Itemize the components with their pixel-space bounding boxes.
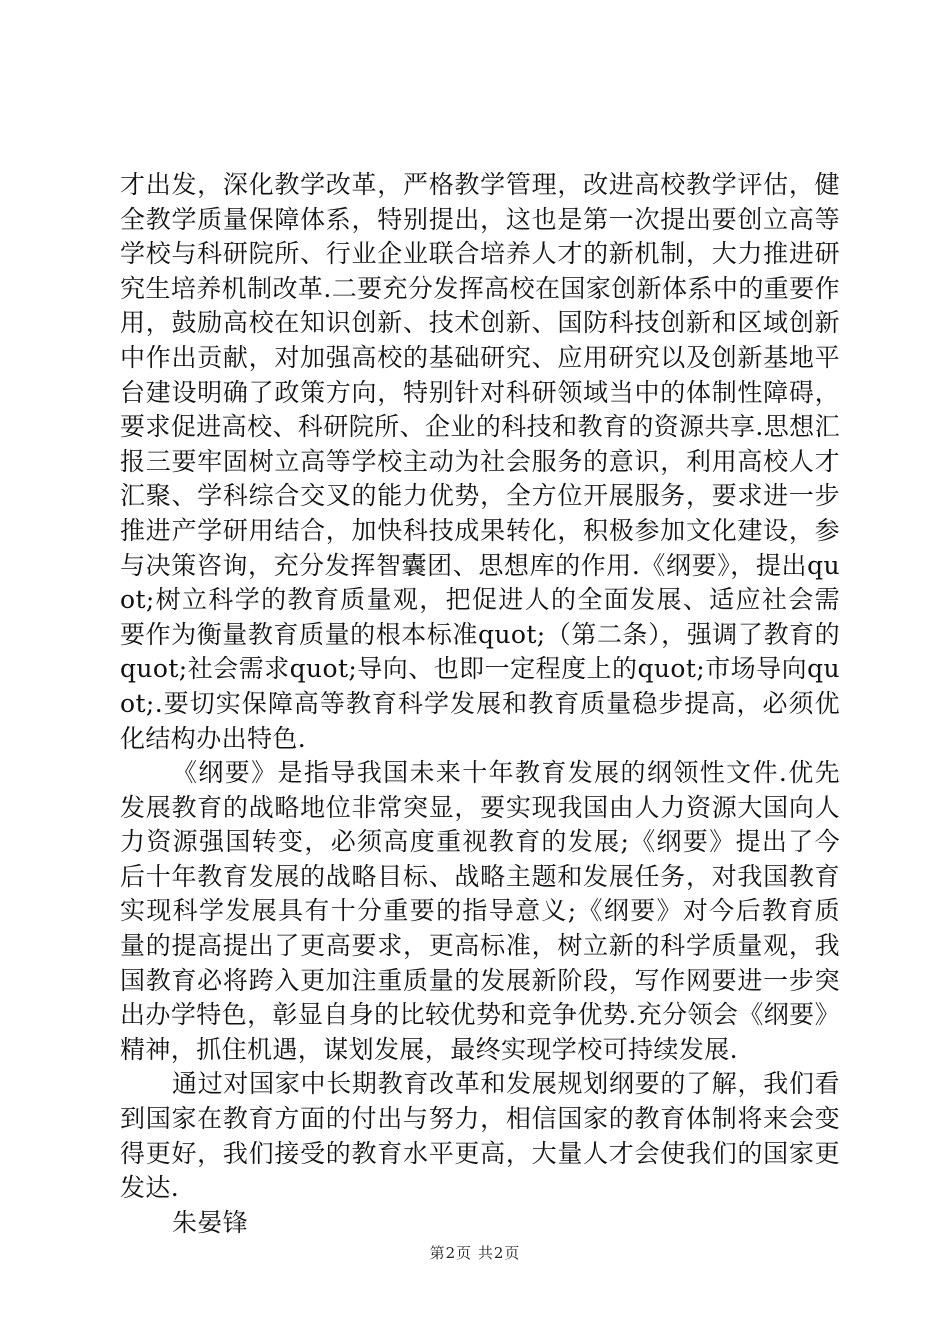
paragraph-outline-significance: 《纲要》是指导我国未来十年教育发展的纲领性文件.优先发展教育的战略地位非常突显，要实现我国由人力资源大国向人力资源强国转变，必须高度重视教育的发展;《纲要》提出了今后十年教育发展的战略目标、战略主题和发展任务，对我国教育实现科学发展具有十分重要的指导意义;《纲要》对今后教育质量的提高提出了更高要求，更高标准，树立新的科学质量观，我国教育必将跨入更加注重质量的发展新阶段，写作网要进一步突出办学特色，彰显自身的比较优势和竞争优势.充分领会《纲要》精神，抓住机遇，谋划发展，最终实现学校可持续发展.: [120, 758, 840, 1064]
paragraph-conclusion: 通过对国家中长期教育改革和发展规划纲要的了解，我们看到国家在教育方面的付出与努力，相信国家的教育体制将来会变得更好，我们接受的教育水平更高，大量人才会使我们的国家更发达.: [120, 1069, 840, 1203]
page-number-footer: 第2页 共2页: [429, 1244, 521, 1262]
document-body: [120, 168, 840, 1240]
paragraph-continuation: 才出发，深化教学改革，严格教学管理，改进高校教学评估，健全教学质量保障体系，特别提出，这也是第一次提出要创立高等学校与科研院所、行业企业联合培养人才的新机制，大力推进研究生培养机制改革.二要充分发挥高校在国家创新体系中的重要作用，鼓励高校在知识创新、技术创新、国防科技创新和区域创新中作出贡献，对加强高校的基础研究、应用研究以及创新基地平台建设明确了政策方向，特别针对科研领域当中的体制性障碍，要求促进高校、科研院所、企业的科技和教育的资源共享.思想汇报三要牢固树立高等学校主动为社会服务的意识，利用高校人才汇聚、学科综合交叉的能力优势，全方位开展服务，要求进一步推进产学研用结合，加快科技成果转化，积极参加文化建设，参与决策咨询，充分发挥智囊团、思想库的作用.《纲要》，提出quot;树立科学的教育质量观，把促进人的全面发展、适应社会需要作为衡量教育质量的根本标准quot;（第二条），强调了教育的quot;社会需求quot;导向、也即一定程度上的quot;市场导向quot;.要切实保障高等教育科学发展和教育质量稳步提高，必须优化结构办出特色.: [120, 170, 840, 753]
author-signature: 朱晏锋: [172, 1207, 249, 1237]
